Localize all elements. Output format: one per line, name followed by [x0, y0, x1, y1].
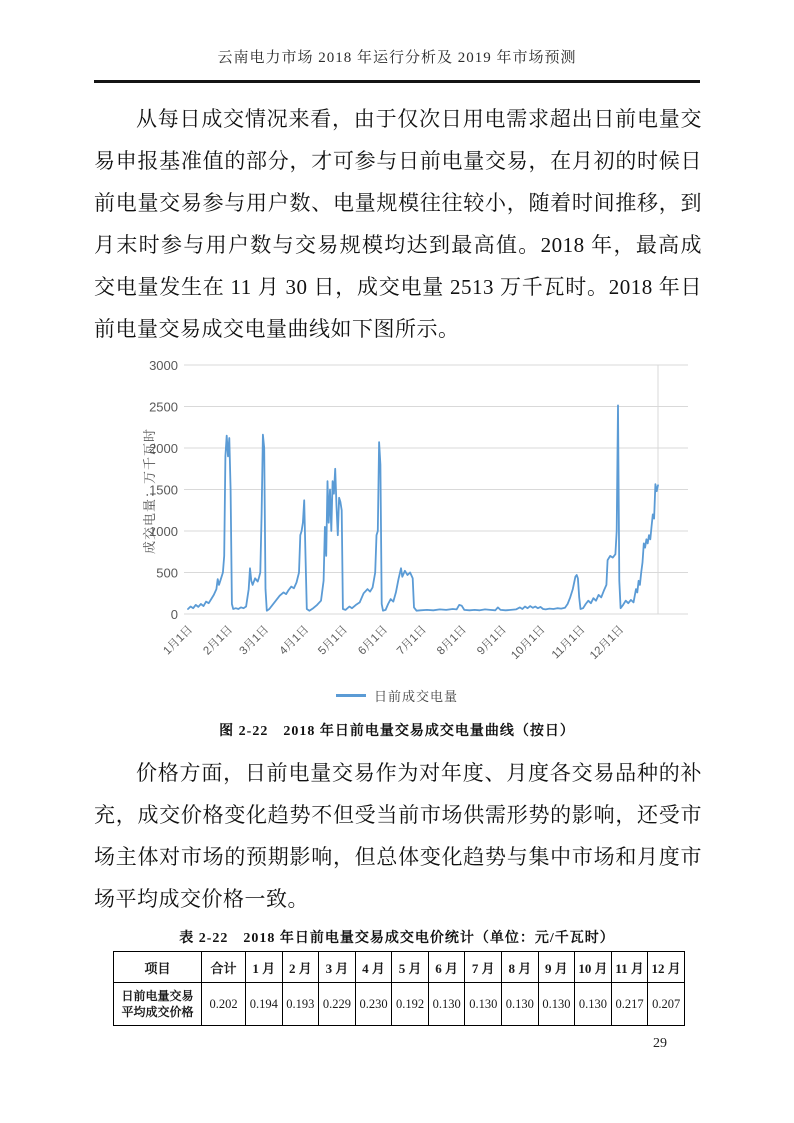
page-number: 29: [653, 1036, 667, 1051]
legend-label: 日前成交电量: [373, 689, 458, 704]
svg-text:8月1日: 8月1日: [435, 623, 469, 658]
header-month-10: 10 月: [575, 952, 612, 983]
header-total: 合计: [202, 952, 246, 983]
table-caption: 表 2-22 2018 年日前电量交易成交电价统计（单位：元/千瓦时）: [179, 931, 615, 946]
value-total: 0.202: [202, 983, 246, 1026]
figure-caption: 图 2-22 2018 年日前电量交易成交电量曲线（按日）: [219, 724, 575, 739]
svg-text:2000: 2000: [149, 441, 178, 456]
svg-text:1500: 1500: [149, 482, 178, 498]
value-month-4: 0.230: [355, 983, 392, 1026]
paragraph-price-analysis: 价格方面，日前电量交易作为对年度、月度各交易品种的补充，成交价格变化趋势不但受当前市场供需形势的影响，还受市场主体对市场的预期影响，但总体变化趋势与集中市场和月度市场平均成交价格一致。: [94, 761, 702, 911]
header-rule: [94, 80, 700, 83]
svg-text:2500: 2500: [149, 399, 178, 415]
header-month-4: 4 月: [355, 952, 392, 983]
value-month-6: 0.130: [428, 983, 465, 1026]
svg-text:1月1日: 1月1日: [161, 623, 196, 658]
header-month-6: 6 月: [428, 952, 465, 983]
value-month-2: 0.193: [282, 983, 319, 1026]
svg-text:9月1日: 9月1日: [475, 623, 509, 658]
header-month-5: 5 月: [392, 952, 429, 983]
header-month-2: 2 月: [282, 952, 319, 983]
value-month-1: 0.194: [246, 983, 283, 1026]
value-month-9: 0.130: [538, 983, 575, 1026]
chart-y-axis-label: 成交电量：万千瓦时: [142, 428, 157, 555]
row-label-avg-price: 日前电量交易平均成交价格: [114, 983, 202, 1026]
chart-legend: [0, 686, 794, 705]
svg-text:12月1日: 12月1日: [588, 623, 627, 662]
svg-text:7月1日: 7月1日: [395, 623, 429, 658]
legend-line-swatch: [336, 694, 366, 697]
chart-canvas: [110, 352, 710, 674]
volume-line-chart: [110, 352, 710, 674]
svg-text:1000: 1000: [149, 524, 178, 539]
header-month-9: 9 月: [538, 952, 575, 983]
value-month-5: 0.192: [392, 983, 429, 1026]
price-statistics-table: [113, 951, 685, 1026]
svg-text:4月1日: 4月1日: [277, 623, 312, 658]
svg-text:11月1日: 11月1日: [549, 623, 588, 662]
svg-text:5月1日: 5月1日: [316, 623, 351, 658]
table-data-row: [114, 983, 685, 1026]
header-item: 项目: [114, 952, 202, 983]
table-header-row: [114, 952, 685, 983]
paragraph-daily-trading: 从每日成交情况来看，由于仅次日用电需求超出日前电量交易申报基准值的部分，才可参与日前电量交易，在月初的时候日前电量交易参与用户数、电量规模往往较小，随着时间推移，到月末时参与用户数与交易规模均达到最高值。2018 年，最高成交电量发生在 11 月 30 日，成交电量 2513 万千瓦时。2018 年日前电量交易成交电量曲线如下图所示。: [94, 107, 702, 341]
svg-text:500: 500: [156, 565, 178, 581]
value-month-3: 0.229: [319, 983, 356, 1026]
value-month-7: 0.130: [465, 983, 502, 1026]
svg-text:0: 0: [170, 607, 178, 622]
svg-text:6月1日: 6月1日: [356, 623, 391, 658]
svg-text:3月1日: 3月1日: [237, 623, 272, 658]
svg-text:10月1日: 10月1日: [509, 623, 548, 662]
header-month-7: 7 月: [465, 952, 502, 983]
value-month-12: 0.207: [648, 983, 685, 1026]
value-month-8: 0.130: [502, 983, 539, 1026]
header-month-12: 12 月: [648, 952, 685, 983]
value-month-11: 0.217: [611, 983, 648, 1026]
header-month-1: 1 月: [246, 952, 283, 983]
header-month-11: 11 月: [611, 952, 648, 983]
value-month-10: 0.130: [575, 983, 612, 1026]
header-month-3: 3 月: [319, 952, 356, 983]
svg-text:3000: 3000: [149, 358, 178, 373]
svg-text:2月1日: 2月1日: [201, 623, 236, 658]
header-month-8: 8 月: [502, 952, 539, 983]
running-header: 云南电力市场 2018 年运行分析及 2019 年市场预测: [217, 50, 577, 66]
